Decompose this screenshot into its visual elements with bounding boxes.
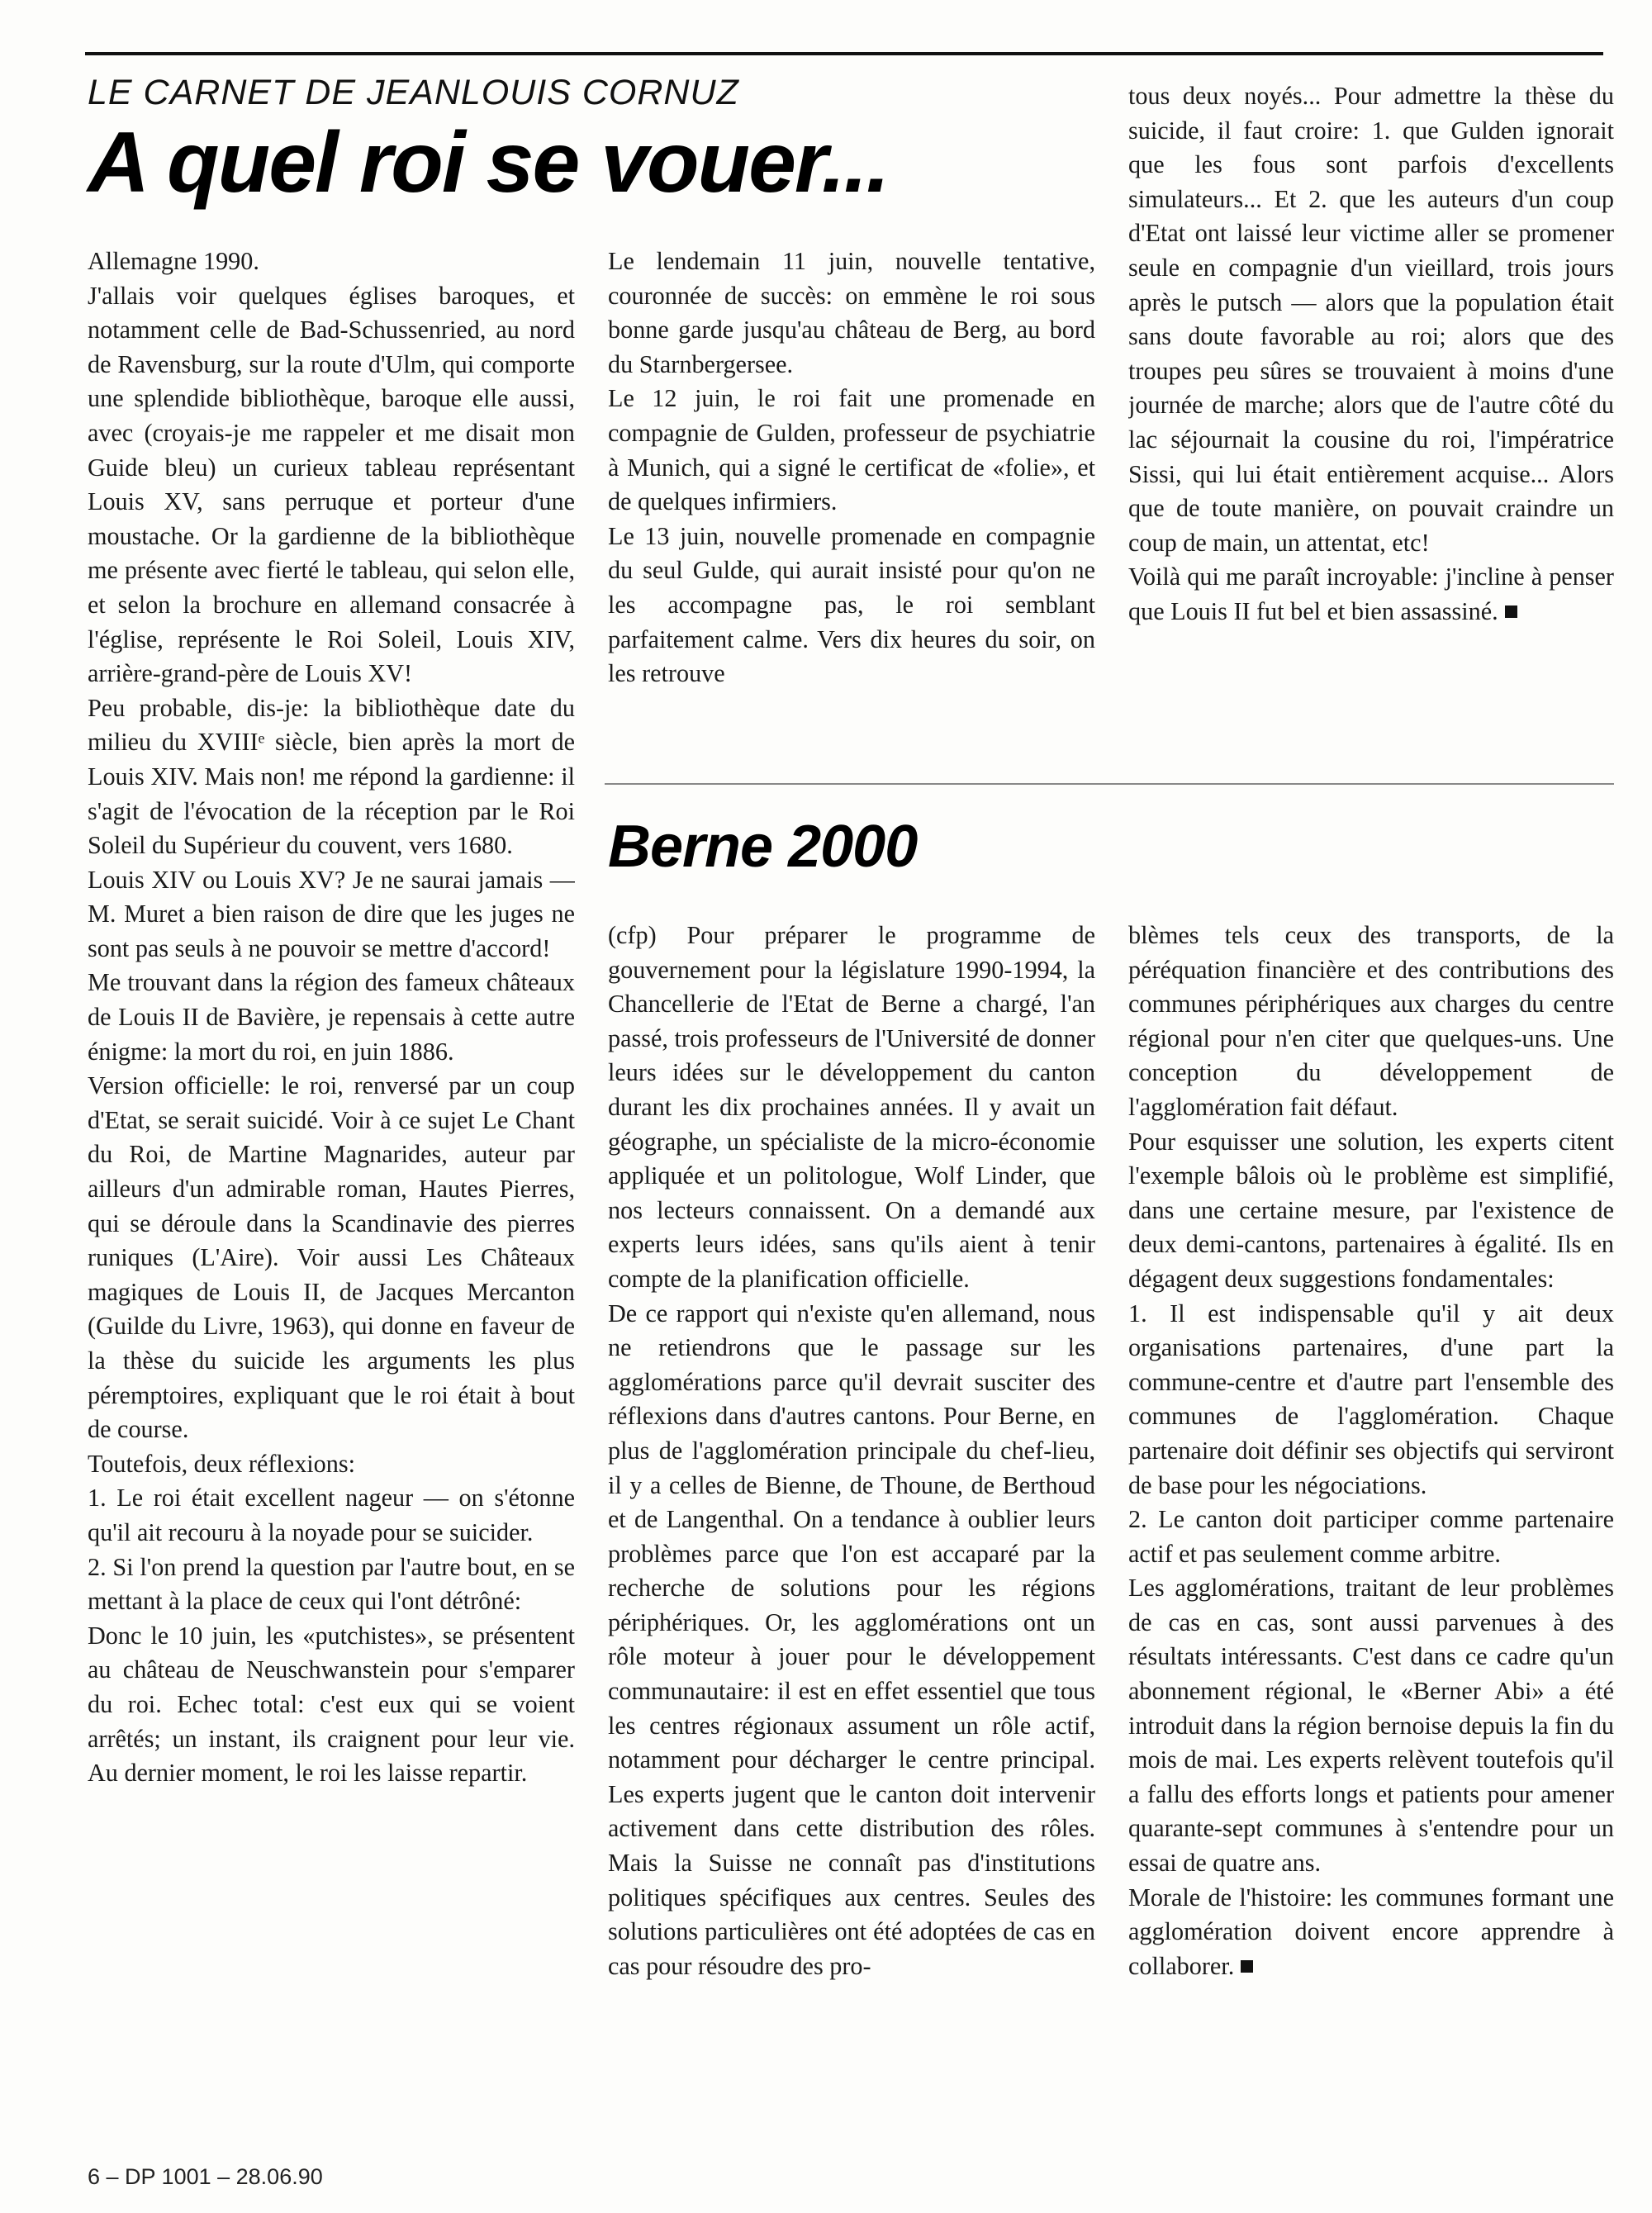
paragraph: 2. Le canton doit participer comme partenaire actif et pas seulement comme arbitre.	[1128, 1505, 1614, 1568]
paragraph: 1. Il est indispensable qu'il y ait deux organisations partenaires, d'une part la commune-centre et d'autre part l'ensemble des communes de l'agglomération. Chaque partenaire doit définir ses objectifs qui serviront de base pour les négociations.	[1128, 1299, 1614, 1499]
paragraph-text: Voilà qui me paraît incroyable: j'incline à penser que Louis II fut bel et bien assassiné.	[1128, 563, 1614, 625]
article-headline: A quel roi se vouer...	[88, 115, 889, 211]
paragraph: J'allais voir quelques églises baroques, et notamment celle de Bad-Schussenried, au nord de Ravensburg, sur la route d'Ulm, qui comporte une splendide bibliothèque, baroque elle aussi, avec (croyais-je me rappeler et me disait mon Guide bleu) un curieux tableau représentant Louis XV, sans perruque et porteur d'une moustache. Or la gardienne de la bibliothèque me présente avec fierté le tableau, qui selon elle, et selon la brochure en allemand consacrée à l'église, représente le Roi Soleil, Louis XIV, arrière-grand-père de Louis XV!	[88, 281, 575, 688]
paragraph: Version officielle: le roi, renversé par un coup d'Etat, se serait suicidé. Voir à ce sujet Le Chant du Roi, de Martine Magnarides, auteur par ailleurs d'un admirable roman, Hautes Pierres, qui se déroule dans la Scandinavie des pierres runiques (L'Aire). Voir aussi Les Châteaux magiques de Louis II, de Jacques Mercanton (Guilde du Livre, 1963), qui donne en faveur de la thèse du suicide les arguments les plus péremptoires, expliquant que le roi était à bout de course.	[88, 1071, 575, 1444]
paragraph: Louis XIV ou Louis XV? Je ne saurai jamais — M. Muret a bien raison de dire que les juges ne sont pas seuls à ne pouvoir se mettre d'accord!	[88, 865, 575, 962]
paragraph: Me trouvant dans la région des fameux châteaux de Louis II de Bavière, je repensais à cette autre énigme: la mort du roi, en juin 1886.	[88, 968, 575, 1066]
paragraph	[1128, 560, 1614, 629]
article1-column-2	[608, 245, 1095, 748]
page-folio: 6 – DP 1001 – 28.06.90	[88, 2164, 323, 2189]
end-of-article-mark	[1241, 1960, 1253, 1973]
paragraph: Allemagne 1990.	[88, 247, 259, 275]
paragraph: Peu probable, dis-je: la bibliothèque date du milieu du XVIIIᵉ siècle, bien après la mort de Louis XIV. Mais non! me répond la gardienne: il s'agit de l'évocation de la réception par le Roi Soleil du Supérieur du couvent, vers 1680.	[88, 693, 575, 860]
paragraph: Le 12 juin, le roi fait une promenade en compagnie de Gulden, professeur de psychiatrie à Munich, qui a signé le certificat de «folie», et de quelques infirmiers.	[608, 384, 1095, 516]
end-of-article-mark	[1505, 605, 1517, 618]
top-rule	[85, 52, 1603, 55]
paragraph: 1. Le roi était excellent nageur — on s'étonne qu'il ait recouru à la noyade pour se suicider.	[88, 1484, 575, 1546]
article1-column-1	[88, 245, 575, 2120]
paragraph: blèmes tels ceux des transports, de la péréquation financière et des contributions des communes périphériques aux charges du centre régional pour n'en citer que quelques-uns. Une conception du développement de l'agglomération fait défaut.	[1128, 921, 1614, 1121]
paragraph-text: Morale de l'histoire: les communes formant une agglomération doivent encore apprendre à collaborer.	[1128, 1883, 1614, 1980]
paragraph: Donc le 10 juin, les «putchistes», se présentent au château de Neuschwanstein pour s'emparer du roi. Echec total: c'est eux qui se voient arrêtés; un instant, ils craignent pour leur vie. Au dernier moment, le roi les laisse repartir.	[88, 1621, 575, 1788]
paragraph: Le 13 juin, nouvelle promenade en compagnie du seul Gulde, qui aurait insisté pour qu'on ne les accompagne pas, le roi semblant parfaitement calme. Vers dix heures du soir, on les retrouve	[608, 521, 1095, 688]
article2-headline: Berne 2000	[608, 814, 918, 880]
paragraph: (cfp) Pour préparer le programme de gouvernement pour la législature 1990-1994, la Chancellerie de l'Etat de Berne a chargé, l'an passé, trois professeurs de l'Université de donner leurs idées sur le développement du canton durant les dix prochaines années. Il y avait un géographe, un spécialiste de la micro-économie appliquée et un politologue, Wolf Linder, que nos lecteurs connaissent. On a demandé aux experts leurs idées, sans qu'ils aient à tenir compte de la planification officielle.	[608, 921, 1095, 1293]
paragraph: Pour esquisser une solution, les experts citent l'exemple bâlois où le problème est simplifié, dans une certaine mesure, par l'existence de deux demi-cantons, partenaires à égalité. Ils en dégagent deux suggestions fondamentales:	[1128, 1127, 1614, 1293]
column-kicker: LE CARNET DE JEANLOUIS CORNUZ	[88, 73, 739, 112]
section-divider	[605, 783, 1614, 785]
paragraph: Le lendemain 11 juin, nouvelle tentative, couronnée de succès: on emmène le roi sous bonne garde jusqu'au château de Berg, au bord du Starnbergersee.	[608, 247, 1095, 378]
article1-column-3	[1128, 79, 1614, 757]
article2-column-1	[608, 919, 1095, 2141]
paragraph	[1128, 1881, 1614, 1984]
article2-column-2	[1128, 919, 1614, 2141]
paragraph: 2. Si l'on prend la question par l'autre bout, en se mettant à la place de ceux qui l'ont détrôné:	[88, 1552, 575, 1616]
paragraph: Les agglomérations, traitant de leur problèmes de cas en cas, sont aussi parvenues à des résultats intéressants. C'est dans ce cadre qu'un abonnement régional, le «Berner Abi» a été introduit dans la région bernoise depuis la fin du mois de mai. Les experts relèvent toutefois qu'il a fallu des efforts longs et patients pour amener quarante-sept communes à s'entendre pour un essai de quatre ans.	[1128, 1574, 1614, 1878]
paragraph: Toutefois, deux réflexions:	[88, 1449, 355, 1478]
paragraph: tous deux noyés... Pour admettre la thèse du suicide, il faut croire: 1. que Gulden ignorait que les fous sont parfois d'excellents simulateurs... Et 2. que les auteurs d'un coup d'Etat ont laissé leur victime aller se promener seule en compagnie d'un vieillard, trois jours après le putsch — alors que la population était sans doute favorable au roi; alors que des troupes peu sûres se trouvaient à moins d'une journée de marche; alors que de l'autre côté du lac séjournait la cousine du roi, l'impératrice Sissi, qui lui était entièrement acquise... Alors que de toute manière, on pouvait craindre un coup de main, un attentat, etc!	[1128, 82, 1614, 557]
paragraph: De ce rapport qui n'existe qu'en allemand, nous ne retiendrons que le passage sur les agglomérations parce qu'il devrait susciter des réflexions dans d'autres cantons. Pour Berne, en plus de l'agglomération principale du chef-lieu, il y a celles de Bienne, de Thoune, de Berthoud et de Langenthal. On a tendance à oublier leurs problèmes parce que l'on est accaparé par la recherche de solutions pour les régions périphériques. Or, les agglomérations ont un rôle moteur à jouer pour le développement communautaire: il est en effet essentiel que tous les centres régionaux assument un rôle actif, notamment pour décharger le centre principal. Les experts jugent que le canton doit intervenir activement dans cette distribution des rôles. Mais la Suisse ne connaît pas d'institutions politiques spécifiques aux centres. Seules des solutions particulières ont été adoptées de cas en cas pour résoudre des pro-	[608, 1299, 1095, 1980]
